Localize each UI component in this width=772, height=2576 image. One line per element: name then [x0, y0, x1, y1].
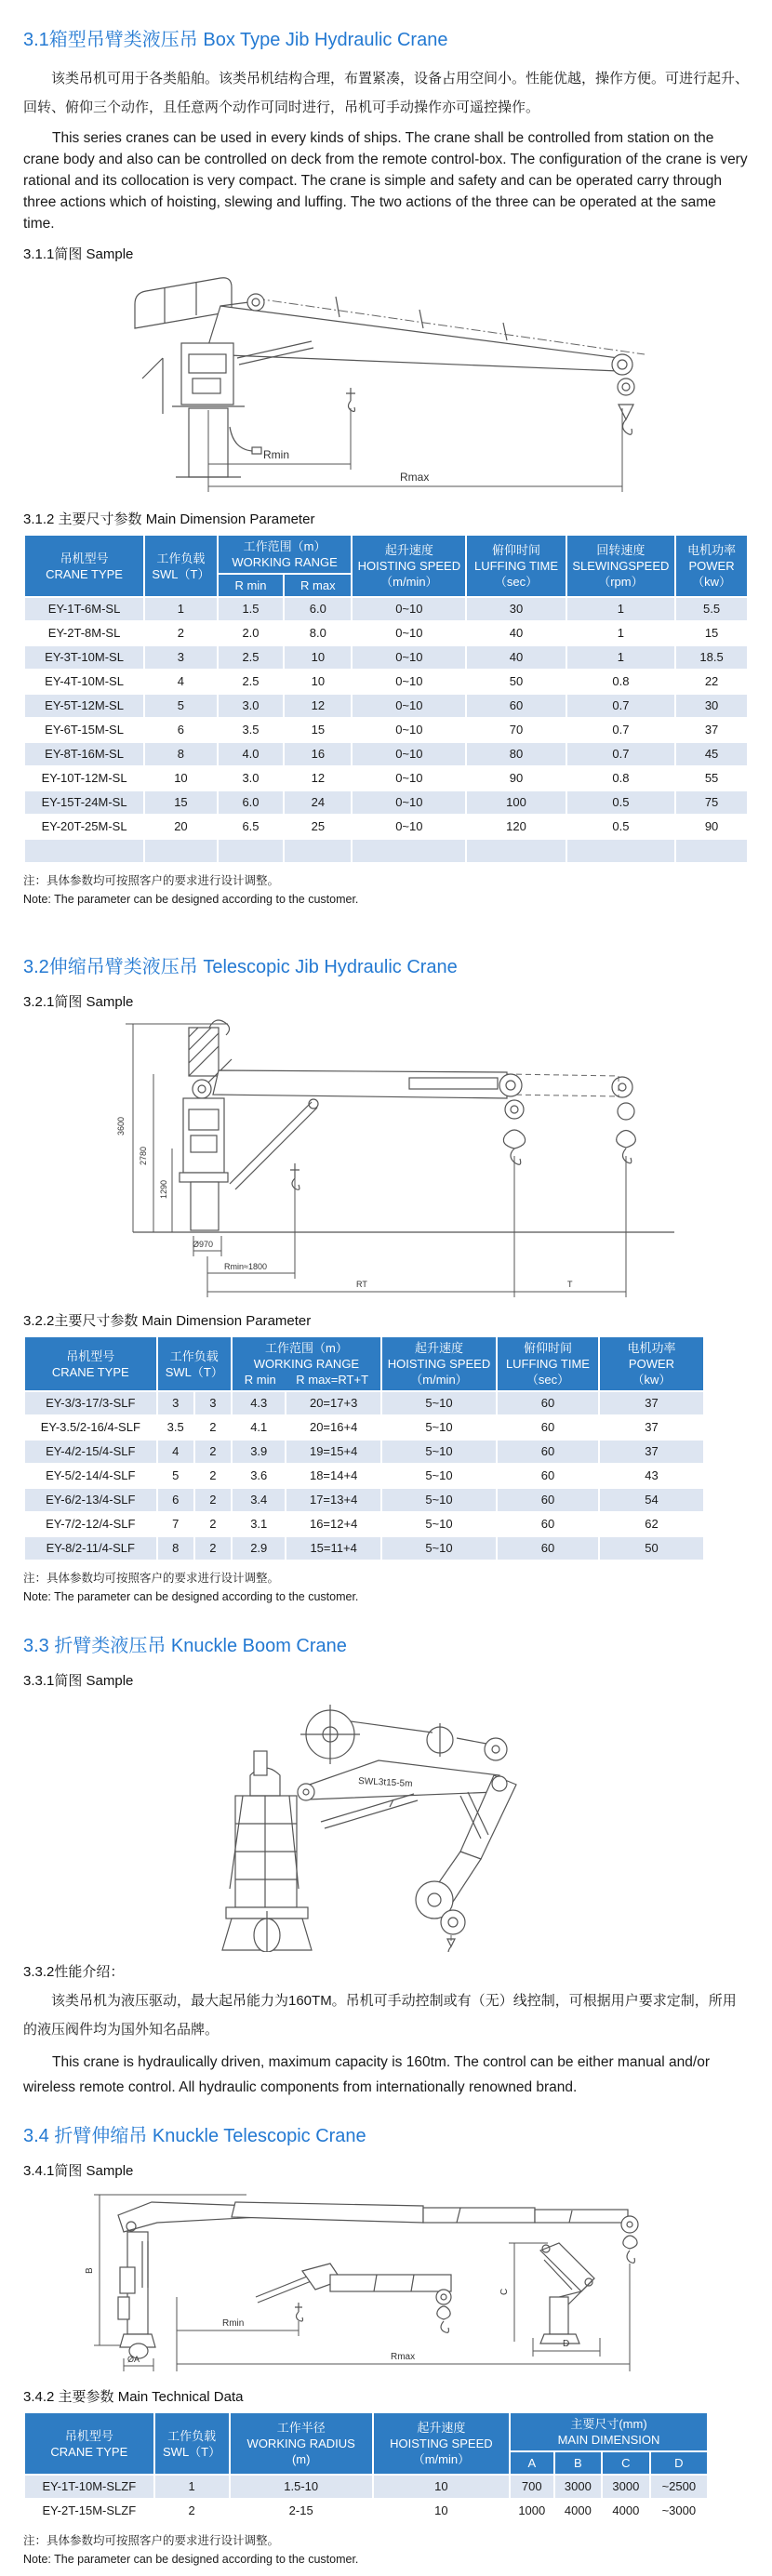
table-cell: 5~10 [381, 1464, 497, 1488]
col-header-dim-d: D [650, 2451, 709, 2475]
table-cell: 37 [599, 1440, 704, 1464]
note-block [23, 871, 749, 909]
table-cell: 0.7 [566, 694, 675, 718]
table-cell: 3000 [554, 2475, 602, 2499]
table-cell: 6.5 [218, 815, 285, 839]
table-cell: 2 [194, 1415, 232, 1440]
col-header-rmin: R min [218, 574, 285, 597]
table-cell: 1.5 [218, 597, 285, 621]
table-cell: 5 [144, 694, 218, 718]
table-cell: 3.1 [232, 1512, 286, 1536]
table-cell: 3 [194, 1391, 232, 1415]
table-cell: 2 [194, 1536, 232, 1560]
dim-oa-label: ØA [127, 2355, 140, 2364]
table-cell: 0~10 [352, 718, 466, 742]
table-cell: 20=16+4 [286, 1415, 380, 1440]
table-cell: ~3000 [650, 2499, 709, 2523]
table-cell: 10 [284, 670, 352, 694]
table-cell: 3 [157, 1391, 194, 1415]
table-cell: 1 [566, 597, 675, 621]
table-cell: EY-8T-16M-SL [24, 742, 144, 766]
telescopic-jib-crane-svg [23, 1016, 749, 1301]
table-cell: 3000 [602, 2475, 649, 2499]
table-cell: 15=11+4 [286, 1536, 380, 1560]
section-3-3-heading: 3.3 折臂类液压吊 Knuckle Boom Crane [23, 1636, 347, 1656]
dim-rmin-label: Rmin≈1800 [224, 1262, 267, 1271]
table-cell: 4 [157, 1440, 194, 1464]
col-header-working-range: 工作范围（m） WORKING RANGE [218, 535, 353, 574]
table-cell: 3.5 [157, 1415, 194, 1440]
table-cell: 0.7 [566, 742, 675, 766]
table-cell: EY-5T-12M-SL [24, 694, 144, 718]
table-cell: 19=15+4 [286, 1440, 380, 1464]
table-cell: 1 [144, 597, 218, 621]
table-cell: 37 [599, 1415, 704, 1440]
table-cell: 40 [466, 621, 566, 645]
table-row [24, 1415, 704, 1440]
section-3-1-paragraph-cn: 该类吊机可用于各类船舶。该类吊机结构合理，布置紧凑，设备占用空间小。性能优越，操作方便。可进行起升、回转、俯仰三个动作，且任意两个动作可同时进行，吊机可手动操作亦可遥控操作。 [23, 71, 750, 115]
col-header-crane-type: 吊机型号 CRANE TYPE [24, 1336, 157, 1391]
table-cell: 10 [373, 2499, 510, 2523]
table-cell: EY-2T-8M-SL [24, 621, 144, 645]
col-header-dim-b: B [554, 2451, 602, 2475]
table-row [24, 766, 748, 790]
table-cell: 5 [157, 1464, 194, 1488]
col-header-dim-c: C [602, 2451, 649, 2475]
section-3-2-2-heading: 3.2.2主要尺寸参数 Main Dimension Parameter [23, 1313, 312, 1329]
knuckle-boom-crane-svg [23, 1695, 749, 1952]
table-cell: 12 [284, 694, 352, 718]
note-cn: 注：具体参数均可按照客户的要求进行设计调整。 [23, 874, 280, 887]
table-cell: 16 [284, 742, 352, 766]
table-cell: ~2500 [650, 2475, 709, 2499]
table-cell: 60 [497, 1415, 599, 1440]
table-cell [675, 839, 748, 863]
table-cell: 100 [466, 790, 566, 815]
table-cell: 0~10 [352, 766, 466, 790]
col-header-rmin: R min [244, 1373, 276, 1387]
table-cell: 2 [194, 1464, 232, 1488]
section-3-4-1-heading: 3.4.1简图 Sample [23, 2163, 134, 2179]
table-cell: 4000 [602, 2499, 649, 2523]
boom-swl-label: SWL3t15-5m [357, 1776, 413, 1790]
table-cell: EY-1T-10M-SLZF [24, 2475, 154, 2499]
table-cell [284, 839, 352, 863]
table-cell: EY-4T-10M-SL [24, 670, 144, 694]
table-cell: 80 [466, 742, 566, 766]
table-cell: 0.8 [566, 766, 675, 790]
table-cell: 70 [466, 718, 566, 742]
table-cell: 2.9 [232, 1536, 286, 1560]
dim-1290-label: 1290 [159, 1179, 168, 1199]
section-3-1-paragraph-en: This series cranes can be used in every kinds of ships. The crane shall be controlled from station on the crane body and also can be controlled on deck from the remote control-box. The configuration of the crane is very rational and its collocation is very compact. The crane is simple and safety and can be operated carry through three actions which of hoisting, slewing and luffing. The two actions of the three can be operated at the same time. [23, 130, 748, 232]
table-cell: 18=14+4 [286, 1464, 380, 1488]
table-cell: 43 [599, 1464, 704, 1488]
table-cell: 4.1 [232, 1415, 286, 1440]
note-cn: 注：具体参数均可按照客户的要求进行设计调整。 [23, 2534, 280, 2547]
col-header-main-dimension: 主要尺寸(mm) MAIN DIMENSION [510, 2412, 708, 2451]
table-cell: 12 [284, 766, 352, 790]
col-header-crane-type: 吊机型号 CRANE TYPE [24, 2412, 154, 2475]
table-cell: 30 [466, 597, 566, 621]
knuckle-boom-crane-drawing [23, 1695, 749, 1952]
table-cell: 8 [157, 1536, 194, 1560]
section-3-3-paragraph-cn: 该类吊机为液压驱动，最大起吊能力为160TM。吊机可手动控制或有（无）线控制，可根据用户要求定制，所用的液压阀件均为国外知名品牌。 [23, 1993, 737, 2038]
table-cell: 2 [194, 1440, 232, 1464]
col-header-crane-type: 吊机型号 CRANE TYPE [24, 535, 144, 597]
table-cell: 24 [284, 790, 352, 815]
table-row [24, 1536, 704, 1560]
col-header-rmax: R max [284, 574, 352, 597]
table-cell: 4000 [554, 2499, 602, 2523]
table-cell: 3.9 [232, 1440, 286, 1464]
table-cell: 0~10 [352, 597, 466, 621]
table-cell: 25 [284, 815, 352, 839]
table-cell: 4 [144, 670, 218, 694]
section-3-4-2-heading: 3.4.2 主要参数 Main Technical Data [23, 2389, 244, 2405]
table-cell: 0~10 [352, 670, 466, 694]
table-cell: 60 [497, 1488, 599, 1512]
table-cell: EY-3T-10M-SL [24, 645, 144, 670]
table-row [24, 2499, 708, 2523]
table-row [24, 790, 748, 815]
table-cell: EY-20T-25M-SL [24, 815, 144, 839]
table-cell: 1.5-10 [230, 2475, 373, 2499]
table-cell: 1 [566, 645, 675, 670]
note-cn: 注：具体参数均可按照客户的要求进行设计调整。 [23, 1572, 280, 1585]
table-cell: EY-8/2-11/4-SLF [24, 1536, 157, 1560]
table-cell: EY-3/3-17/3-SLF [24, 1391, 157, 1415]
table-cell: 3.0 [218, 766, 285, 790]
knuckle-telescopic-data-table [23, 2411, 709, 2524]
table-cell: 5~10 [381, 1488, 497, 1512]
table-cell: 0~10 [352, 742, 466, 766]
table-cell: 75 [675, 790, 748, 815]
table-cell: EY-6T-15M-SL [24, 718, 144, 742]
table-cell: 10 [144, 766, 218, 790]
table-cell: 17=13+4 [286, 1488, 380, 1512]
note-block [23, 1569, 749, 1606]
table-cell: 2 [154, 2499, 230, 2523]
table-cell: 16=12+4 [286, 1512, 380, 1536]
dim-rmin-label: Rmin [222, 2318, 245, 2329]
table-cell: 5.5 [675, 597, 748, 621]
table-cell: 4.0 [218, 742, 285, 766]
col-header-hoisting-speed: 起升速度 HOISTING SPEED （m/min） [352, 535, 466, 597]
table-cell: 90 [675, 815, 748, 839]
table-cell: 60 [466, 694, 566, 718]
table-cell: 6 [157, 1488, 194, 1512]
col-header-swl: 工作负载 SWL（T） [144, 535, 218, 597]
dim-b-label: B [85, 2267, 95, 2274]
table-cell: 10 [284, 645, 352, 670]
table-cell: 2 [194, 1488, 232, 1512]
table-cell: 18.5 [675, 645, 748, 670]
dim-2780-label: 2780 [139, 1146, 148, 1165]
dim-rt-label: RT [356, 1280, 367, 1289]
table-cell: 1 [566, 621, 675, 645]
section-3-1-1-heading: 3.1.1简图 Sample [23, 246, 134, 262]
table-cell: 0.7 [566, 718, 675, 742]
col-header-swl: 工作负载 SWL（T） [154, 2412, 230, 2475]
telescopic-jib-dimension-table [23, 1335, 705, 1561]
col-header-power: 电机功率 POWER （kw） [675, 535, 748, 597]
table-cell [24, 839, 144, 863]
table-cell: EY-7/2-12/4-SLF [24, 1512, 157, 1536]
col-header-hoisting-speed: 起升速度 HOISTING SPEED （m/min） [381, 1336, 497, 1391]
col-header-luffing-time: 俯仰时间 LUFFING TIME （sec） [466, 535, 566, 597]
table-cell: 30 [675, 694, 748, 718]
table-cell: 20=17+3 [286, 1391, 380, 1415]
table-row [24, 815, 748, 839]
table-cell: 55 [675, 766, 748, 790]
table-cell: 7 [157, 1512, 194, 1536]
col-header-working-radius: 工作半径 WORKING RADIUS (m) [230, 2412, 373, 2475]
table-row [24, 645, 748, 670]
col-header-swl: 工作负载 SWL（T） [157, 1336, 232, 1391]
table-cell: 37 [675, 718, 748, 742]
table-cell: 0~10 [352, 790, 466, 815]
table-cell: EY-6/2-13/4-SLF [24, 1488, 157, 1512]
section-3-2-heading: 3.2伸缩吊臂类液压吊 Telescopic Jib Hydraulic Crane [23, 957, 458, 977]
table-cell: 700 [510, 2475, 554, 2499]
table-cell: 2.5 [218, 670, 285, 694]
section-3-1-heading: 3.1箱型吊臂类液压吊 Box Type Jib Hydraulic Crane [23, 30, 448, 50]
table-row [24, 718, 748, 742]
table-cell [144, 839, 218, 863]
table-cell: 8 [144, 742, 218, 766]
section-3-2-1-heading: 3.2.1简图 Sample [23, 994, 134, 1010]
table-cell: 2.5 [218, 645, 285, 670]
table-cell: 120 [466, 815, 566, 839]
table-cell: 0.5 [566, 790, 675, 815]
table-cell: 1000 [510, 2499, 554, 2523]
table-row [24, 1440, 704, 1464]
table-cell: 0~10 [352, 621, 466, 645]
table-cell: 0.8 [566, 670, 675, 694]
dim-rmax-label: Rmax [391, 2352, 416, 2362]
table-cell: 5~10 [381, 1512, 497, 1536]
table-cell [218, 839, 285, 863]
table-cell: 54 [599, 1488, 704, 1512]
table-cell: EY-2T-15M-SLZF [24, 2499, 154, 2523]
table-cell: 60 [497, 1512, 599, 1536]
table-cell: 10 [373, 2475, 510, 2499]
table-cell: EY-10T-12M-SL [24, 766, 144, 790]
table-cell [466, 839, 566, 863]
section-3-3-1-heading: 3.3.1简图 Sample [23, 1673, 134, 1689]
box-jib-crane-drawing [23, 269, 749, 499]
table-cell: 3.0 [218, 694, 285, 718]
table-cell [352, 839, 466, 863]
dim-3600-label: 3600 [116, 1116, 126, 1135]
section-3-1-2-heading: 3.1.2 主要尺寸参数 Main Dimension Parameter [23, 511, 315, 527]
section-3-3-paragraph-en: This crane is hydraulically driven, maximum capacity is 160tm. The control can be either manual and/or wireless remote control. All hydraulic components from internationally renowned brand. [23, 2054, 711, 2095]
table-row [24, 670, 748, 694]
table-cell: 15 [144, 790, 218, 815]
table-cell: 0.5 [566, 815, 675, 839]
table-cell: 62 [599, 1512, 704, 1536]
table-cell: 15 [675, 621, 748, 645]
table-cell: EY-5/2-14/4-SLF [24, 1464, 157, 1488]
table-cell: 3.6 [232, 1464, 286, 1488]
table-row [24, 2475, 708, 2499]
table-row [24, 621, 748, 645]
box-jib-crane-svg [23, 269, 749, 499]
table-cell: 60 [497, 1536, 599, 1560]
table-cell: 90 [466, 766, 566, 790]
table-cell: EY-1T-6M-SL [24, 597, 144, 621]
col-header-hoisting-speed: 起升速度 HOISTING SPEED （m/min） [373, 2412, 510, 2475]
col-header-rmax: R max=RT+T [296, 1373, 369, 1387]
dim-t-label: T [567, 1280, 573, 1289]
table-cell: 6.0 [284, 597, 352, 621]
box-jib-dimension-table [23, 534, 749, 864]
table-cell: 2.0 [218, 621, 285, 645]
table-cell: 3 [144, 645, 218, 670]
table-cell: 6 [144, 718, 218, 742]
table-cell: 22 [675, 670, 748, 694]
dim-dia970-label: Ø970 [193, 1240, 214, 1249]
table-cell: 5~10 [381, 1440, 497, 1464]
note-block [23, 2531, 749, 2569]
table-cell: 8.0 [284, 621, 352, 645]
table-row [24, 742, 748, 766]
note-en: Note: The parameter can be designed according to the customer. [23, 893, 359, 906]
section-3-4-heading: 3.4 折臂伸缩吊 Knuckle Telescopic Crane [23, 2126, 366, 2146]
table-cell: 60 [497, 1440, 599, 1464]
col-header-power: 电机功率 POWER （kw） [599, 1336, 704, 1391]
note-en: Note: The parameter can be designed according to the customer. [23, 2553, 359, 2566]
dim-rmax-label: Rmax [400, 471, 430, 484]
table-cell: 60 [497, 1464, 599, 1488]
table-row [24, 839, 748, 863]
table-cell: 5~10 [381, 1391, 497, 1415]
table-cell: 6.0 [218, 790, 285, 815]
table-cell: 2-15 [230, 2499, 373, 2523]
table-cell: 20 [144, 815, 218, 839]
dim-c-label: C [499, 2288, 510, 2295]
table-cell: 0~10 [352, 694, 466, 718]
table-row [24, 1488, 704, 1512]
col-header-dim-a: A [510, 2451, 554, 2475]
table-cell: 2 [194, 1512, 232, 1536]
table-row [24, 597, 748, 621]
table-cell [566, 839, 675, 863]
table-cell: 60 [497, 1391, 599, 1415]
table-cell: 0~10 [352, 645, 466, 670]
table-cell: 0~10 [352, 815, 466, 839]
table-cell: 37 [599, 1391, 704, 1415]
dim-d-label: D [563, 2339, 570, 2349]
col-header-slewing-speed: 回转速度 SLEWINGSPEED （rpm） [566, 535, 675, 597]
section-3-3-2-heading: 3.3.2性能介绍： [23, 1964, 125, 1980]
table-cell: 15 [284, 718, 352, 742]
table-cell: 5~10 [381, 1415, 497, 1440]
knuckle-telescopic-crane-drawing [23, 2185, 749, 2377]
table-cell: EY-3.5/2-16/4-SLF [24, 1415, 157, 1440]
knuckle-telescopic-crane-svg [23, 2185, 749, 2377]
table-cell: 50 [599, 1536, 704, 1560]
table-cell: 2 [144, 621, 218, 645]
table-cell: 5~10 [381, 1536, 497, 1560]
col-header-working-range: 工作范围（m） WORKING RANGE R min R max=RT+T [232, 1336, 381, 1391]
table-row [24, 1464, 704, 1488]
table-cell: 40 [466, 645, 566, 670]
note-en: Note: The parameter can be designed according to the customer. [23, 1590, 359, 1603]
table-cell: 3.5 [218, 718, 285, 742]
table-row [24, 1512, 704, 1536]
table-cell: 3.4 [232, 1488, 286, 1512]
table-cell: EY-4/2-15/4-SLF [24, 1440, 157, 1464]
table-cell: 4.3 [232, 1391, 286, 1415]
table-cell: 45 [675, 742, 748, 766]
col-header-luffing-time: 俯仰时间 LUFFING TIME （sec） [497, 1336, 599, 1391]
table-row [24, 694, 748, 718]
table-cell: 1 [154, 2475, 230, 2499]
table-row [24, 1391, 704, 1415]
table-cell: EY-15T-24M-SL [24, 790, 144, 815]
dim-rmin-label: Rmin [263, 448, 290, 461]
telescopic-jib-crane-drawing [23, 1016, 749, 1301]
table-cell: 50 [466, 670, 566, 694]
